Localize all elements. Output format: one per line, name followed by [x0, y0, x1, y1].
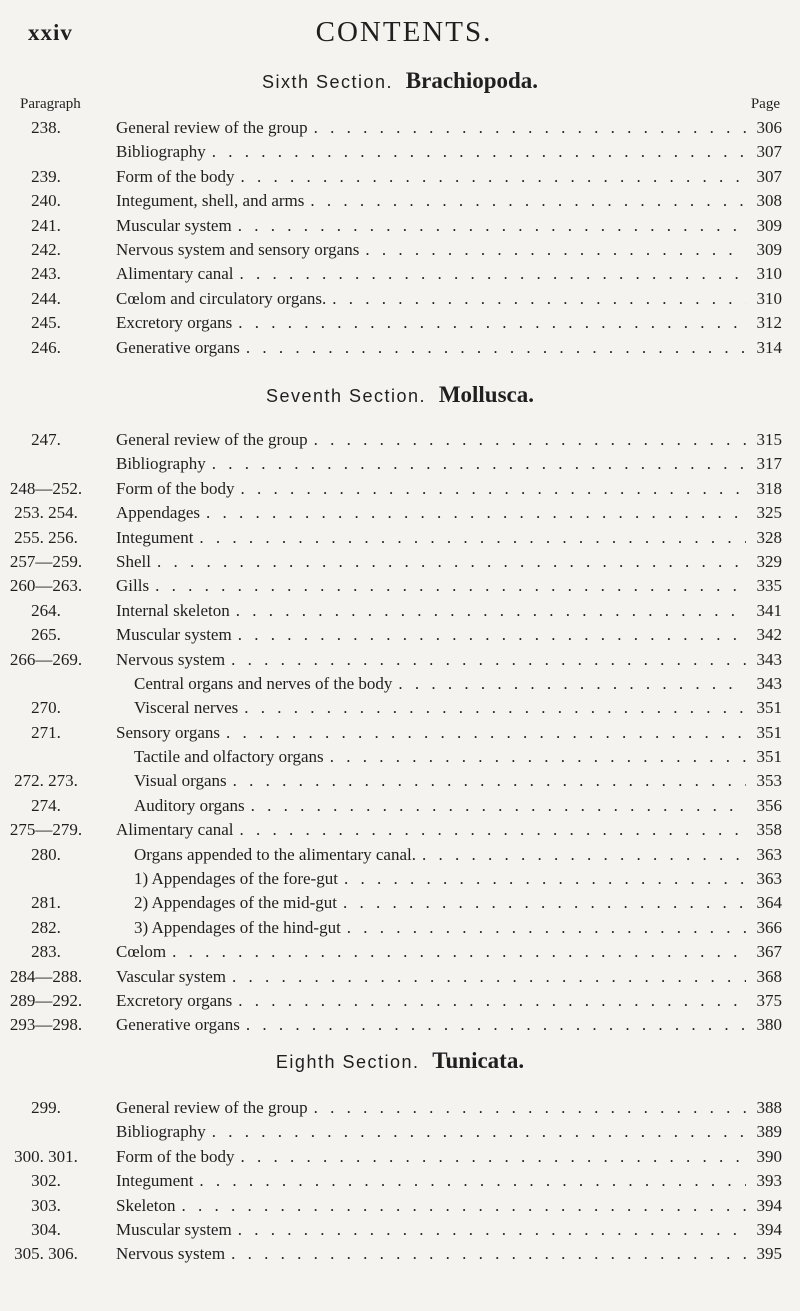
toc-entry [0, 1120, 800, 1144]
dot-leader [310, 189, 746, 213]
entry-title: 2) Appendages of the mid-gut [134, 893, 338, 913]
page-number-ref: 351 [756, 747, 782, 767]
page-number-ref: 364 [756, 893, 782, 913]
toc-entries [0, 116, 800, 360]
dot-leader [343, 891, 746, 915]
entry-title: Tactile and olfactory organs [134, 747, 324, 767]
dot-leader [251, 794, 746, 818]
paragraph-number: 283. [31, 942, 61, 962]
entry-title: Shell [116, 551, 151, 571]
entry-title: Sensory organs [116, 722, 221, 742]
toc-entry [0, 916, 800, 940]
toc-entry [0, 214, 800, 238]
section-label: Eighth Section. [275, 1052, 420, 1072]
section-title [0, 382, 800, 408]
dot-leader [172, 940, 746, 964]
entry-title: Auditory organs [134, 795, 245, 815]
section-group: Brachiopoda. [405, 68, 539, 93]
dot-leader [240, 262, 746, 286]
entry-title: Generative organs [116, 1015, 240, 1035]
dot-leader [155, 574, 746, 598]
dot-leader [236, 599, 746, 623]
paragraph-number: 257—259. [9, 551, 83, 571]
section-mollusca [0, 382, 800, 1038]
page-number-ref: 310 [756, 288, 782, 308]
page-number-ref: 394 [756, 1195, 782, 1215]
entry-title: 1) Appendages of the fore-gut [134, 869, 338, 889]
entry-body [116, 189, 746, 213]
page-number-ref: 343 [756, 673, 782, 693]
paragraph-number: 239. [31, 166, 61, 186]
entry-body [116, 526, 746, 550]
page-number-ref: 307 [756, 142, 782, 162]
dot-leader [199, 1169, 746, 1193]
entry-body [116, 1169, 746, 1193]
dot-leader [422, 843, 746, 867]
entry-title: Appendages [116, 503, 201, 523]
entry-body [116, 1218, 746, 1242]
entry-title: Bibliography [116, 454, 206, 474]
dot-leader [238, 214, 746, 238]
paragraph-number: 238. [31, 118, 61, 137]
page-number-ref: 375 [756, 990, 782, 1010]
section-label: Sixth Section. [261, 72, 394, 92]
toc-entry [0, 843, 800, 867]
toc-entry [0, 1013, 800, 1037]
toc-entry [0, 940, 800, 964]
paragraph-number: 253. 254. [14, 503, 78, 523]
entry-title: Muscular system [116, 215, 232, 235]
dot-leader [246, 1013, 746, 1037]
page-number-ref: 366 [756, 917, 782, 937]
page-number-ref: 309 [756, 215, 782, 235]
dot-leader [233, 769, 746, 793]
dot-leader [226, 721, 746, 745]
page-number: xxiv [28, 20, 73, 45]
paragraph-number: 240. [31, 191, 61, 211]
entry-body [116, 1013, 746, 1037]
entry-body [116, 989, 746, 1013]
dot-leader [238, 989, 746, 1013]
entry-title: General review of the group [116, 1098, 308, 1117]
entry-body [116, 648, 746, 672]
toc-entry [0, 794, 800, 818]
dot-leader [347, 916, 746, 940]
dot-leader [206, 501, 746, 525]
entry-body [116, 238, 746, 262]
toc-entry [0, 165, 800, 189]
toc-entry [0, 238, 800, 262]
paragraph-number: 293—298. [9, 1015, 83, 1035]
toc-entry [0, 867, 800, 891]
paragraph-number: 302. [31, 1171, 61, 1191]
dot-leader [238, 311, 746, 335]
paragraph-number: 246. [31, 337, 61, 357]
toc-entry [0, 140, 800, 164]
toc-entry [0, 623, 800, 647]
entry-title: Bibliography [116, 1122, 206, 1142]
entry-body [134, 891, 746, 915]
entry-title: Vascular system [116, 966, 227, 986]
paragraph-number: 244. [31, 288, 61, 308]
dot-leader [232, 965, 746, 989]
toc-entries [0, 1096, 800, 1267]
toc-entry [0, 526, 800, 550]
page-number-ref: 309 [756, 239, 782, 259]
toc-entry [0, 428, 800, 452]
toc-entry [0, 818, 800, 842]
dot-leader [212, 140, 746, 164]
toc-entry [0, 287, 800, 311]
entry-title: Generative organs [116, 337, 240, 357]
dot-leader [398, 672, 746, 696]
paragraph-number: 248—252. [9, 478, 83, 498]
toc-entry [0, 477, 800, 501]
toc-entry [0, 1096, 800, 1120]
page-number-ref: 363 [756, 844, 782, 864]
section-tunicata [0, 1048, 800, 1267]
page-number-ref: 307 [756, 166, 782, 186]
paragraph-number: 242. [31, 239, 61, 259]
paragraph-number: 264. [31, 600, 61, 620]
entry-body [116, 116, 746, 140]
entry-body [116, 1096, 746, 1120]
entry-body [116, 1194, 746, 1218]
entry-title: Integument, shell, and arms [116, 191, 305, 211]
entry-body [134, 916, 746, 940]
dot-leader [212, 1120, 746, 1144]
section-group: Mollusca. [438, 382, 535, 407]
page-header [28, 14, 780, 54]
paragraph-number: 266—269. [9, 649, 83, 669]
toc-entry [0, 1169, 800, 1193]
entry-body [134, 867, 746, 891]
toc-entry [0, 1145, 800, 1169]
dot-leader [157, 550, 746, 574]
section-title [0, 68, 800, 94]
dot-leader [332, 287, 746, 311]
entry-body [116, 574, 746, 598]
entry-body [116, 965, 746, 989]
page-number-ref: 325 [756, 503, 782, 523]
paragraph-number: 305. 306. [14, 1244, 78, 1264]
entry-title: Nervous system [116, 649, 226, 669]
entry-body [116, 818, 746, 842]
page-number-ref: 328 [756, 527, 782, 547]
entry-body [116, 721, 746, 745]
paragraph-number: 243. [31, 264, 61, 284]
entry-body [116, 599, 746, 623]
dot-leader [231, 1242, 746, 1266]
entry-body [116, 452, 746, 476]
dot-leader [344, 867, 746, 891]
entry-title: Nervous system [116, 1244, 226, 1264]
paragraph-number: 265. [31, 625, 61, 645]
paragraph-number: 260—263. [9, 576, 83, 596]
dot-leader [231, 648, 746, 672]
paragraph-number: 284—288. [9, 966, 83, 986]
toc-entry [0, 696, 800, 720]
dot-leader [314, 428, 746, 452]
entry-body [116, 477, 746, 501]
entry-title: Bibliography [116, 142, 206, 162]
section-title [0, 1048, 800, 1074]
page-number-ref: 343 [756, 649, 782, 669]
page-number-ref: 318 [756, 478, 782, 498]
page-number-ref: 388 [756, 1098, 782, 1117]
toc-entry [0, 965, 800, 989]
page-number-ref: 394 [756, 1219, 782, 1239]
paragraph-number: 272. 273. [14, 771, 78, 791]
entry-title: Integument [116, 1171, 194, 1191]
entry-body [116, 428, 746, 452]
page-number-ref: 341 [756, 600, 782, 620]
toc-entry [0, 1218, 800, 1242]
entry-body [134, 843, 746, 867]
page-title: CONTENTS. [315, 16, 493, 48]
entry-body [116, 140, 746, 164]
entry-title: Organs appended to the alimentary canal. [134, 844, 416, 864]
dot-leader [246, 336, 746, 360]
entry-title: Internal skeleton [116, 600, 230, 620]
entry-body [116, 214, 746, 238]
entry-title: 3) Appendages of the hind-gut [134, 917, 341, 937]
entry-body [116, 287, 746, 311]
entry-title: Form of the body [116, 166, 235, 186]
toc-entry [0, 189, 800, 213]
entry-title: Excretory organs [116, 313, 233, 333]
paragraph-number: 270. [31, 698, 61, 718]
entry-body [134, 769, 746, 793]
entry-title: Gills [116, 576, 150, 596]
section-group: Tunicata. [432, 1048, 525, 1073]
page-number-ref: 358 [756, 820, 782, 840]
dot-leader [241, 165, 746, 189]
toc-entry [0, 501, 800, 525]
page-number-ref: 351 [756, 698, 782, 718]
toc-entry [0, 769, 800, 793]
paragraph-number: 304. [31, 1219, 61, 1239]
page-number-ref: 317 [756, 454, 782, 474]
paragraph-number: 282. [31, 917, 61, 937]
paragraph-number: 289—292. [9, 990, 83, 1010]
toc-entry [0, 989, 800, 1013]
page-number-ref: 306 [756, 118, 782, 137]
page-number-ref: 395 [756, 1244, 782, 1264]
entry-body [116, 336, 746, 360]
entry-title: Cœlom [116, 942, 167, 962]
column-heads [0, 96, 800, 116]
paragraph-number: 245. [31, 313, 61, 333]
entry-title: Visceral nerves [134, 698, 239, 718]
page-number-ref: 310 [756, 264, 782, 284]
page-column-head: Page [750, 96, 780, 112]
entry-title: Form of the body [116, 1146, 235, 1166]
entry-body [116, 623, 746, 647]
dot-leader [212, 452, 746, 476]
toc-entry [0, 1194, 800, 1218]
toc-entry [0, 1242, 800, 1266]
entry-title: Muscular system [116, 625, 232, 645]
page-number-ref: 390 [756, 1146, 782, 1166]
entry-body [116, 940, 746, 964]
page-number-ref: 315 [756, 430, 782, 449]
page-number-ref: 380 [756, 1015, 782, 1035]
paragraph-number: 275—279. [9, 820, 83, 840]
dot-leader [238, 623, 746, 647]
toc-entry [0, 891, 800, 915]
dot-leader [199, 526, 746, 550]
dot-leader [182, 1194, 747, 1218]
section-brachiopoda [0, 68, 800, 360]
toc-entry [0, 336, 800, 360]
dot-leader [241, 477, 746, 501]
entry-title: Excretory organs [116, 990, 233, 1010]
entry-body [134, 794, 746, 818]
entry-title: Nervous system and sensory organs [116, 239, 360, 259]
page-number-ref: 356 [756, 795, 782, 815]
dot-leader [330, 745, 746, 769]
section-label: Seventh Section. [265, 386, 427, 406]
page-number-ref: 363 [756, 869, 782, 889]
toc-entry [0, 262, 800, 286]
dot-leader [314, 1096, 746, 1120]
paragraph-number: 280. [31, 844, 61, 864]
paragraph-number: 281. [31, 893, 61, 913]
page-number-ref: 353 [756, 771, 782, 791]
entry-body [116, 165, 746, 189]
toc-entry [0, 574, 800, 598]
entry-title: Skeleton [116, 1195, 176, 1215]
paragraph-number: 241. [31, 215, 61, 235]
toc-entry [0, 452, 800, 476]
entry-body [116, 550, 746, 574]
toc-entry [0, 550, 800, 574]
dot-leader [240, 818, 746, 842]
entry-body [134, 696, 746, 720]
entry-title: Cœlom and circulatory organs. [116, 288, 327, 308]
entry-body [116, 262, 746, 286]
paragraph-number: 299. [31, 1098, 61, 1117]
dot-leader [238, 1218, 746, 1242]
entry-body [116, 311, 746, 335]
page-number-ref: 351 [756, 722, 782, 742]
entry-title: Alimentary canal [116, 820, 234, 840]
toc-entry [0, 672, 800, 696]
dot-leader [241, 1145, 746, 1169]
toc-entry [0, 599, 800, 623]
paragraph-number: 303. [31, 1195, 61, 1215]
paragraph-column-head: Paragraph [20, 96, 81, 112]
dot-leader [244, 696, 746, 720]
paragraph-number: 255. 256. [14, 527, 78, 547]
toc-entry [0, 116, 800, 140]
page-number-ref: 329 [756, 551, 782, 571]
entry-title: Form of the body [116, 478, 235, 498]
entry-title: Visual organs [134, 771, 227, 791]
entry-title: Central organs and nerves of the body [134, 673, 393, 693]
toc-entry [0, 648, 800, 672]
page-number-ref: 314 [756, 337, 782, 357]
entry-body [116, 1242, 746, 1266]
page-number-ref: 308 [756, 191, 782, 211]
toc-entry [0, 721, 800, 745]
paragraph-number: 274. [31, 795, 61, 815]
entry-body [116, 501, 746, 525]
entry-title: Integument [116, 527, 194, 547]
dot-leader [365, 238, 746, 262]
entry-body [134, 672, 746, 696]
entry-title: General review of the group [116, 430, 308, 449]
toc-entry [0, 311, 800, 335]
paragraph-number: 300. 301. [14, 1146, 78, 1166]
paragraph-number: 271. [31, 722, 61, 742]
toc-entry [0, 745, 800, 769]
page-number-ref: 335 [756, 576, 782, 596]
page-number-ref: 312 [756, 313, 782, 333]
page-number-ref: 368 [756, 966, 782, 986]
entry-title: General review of the group [116, 118, 308, 137]
dot-leader [314, 116, 746, 140]
toc-entries [0, 428, 800, 1038]
entry-title: Alimentary canal [116, 264, 234, 284]
page-number-ref: 389 [756, 1122, 782, 1142]
entry-body [116, 1120, 746, 1144]
entry-body [134, 745, 746, 769]
entry-body [116, 1145, 746, 1169]
page-number-ref: 393 [756, 1171, 782, 1191]
page-number-ref: 367 [756, 942, 782, 962]
entry-title: Muscular system [116, 1219, 232, 1239]
paragraph-number: 247. [31, 430, 61, 449]
page-number-ref: 342 [756, 625, 782, 645]
